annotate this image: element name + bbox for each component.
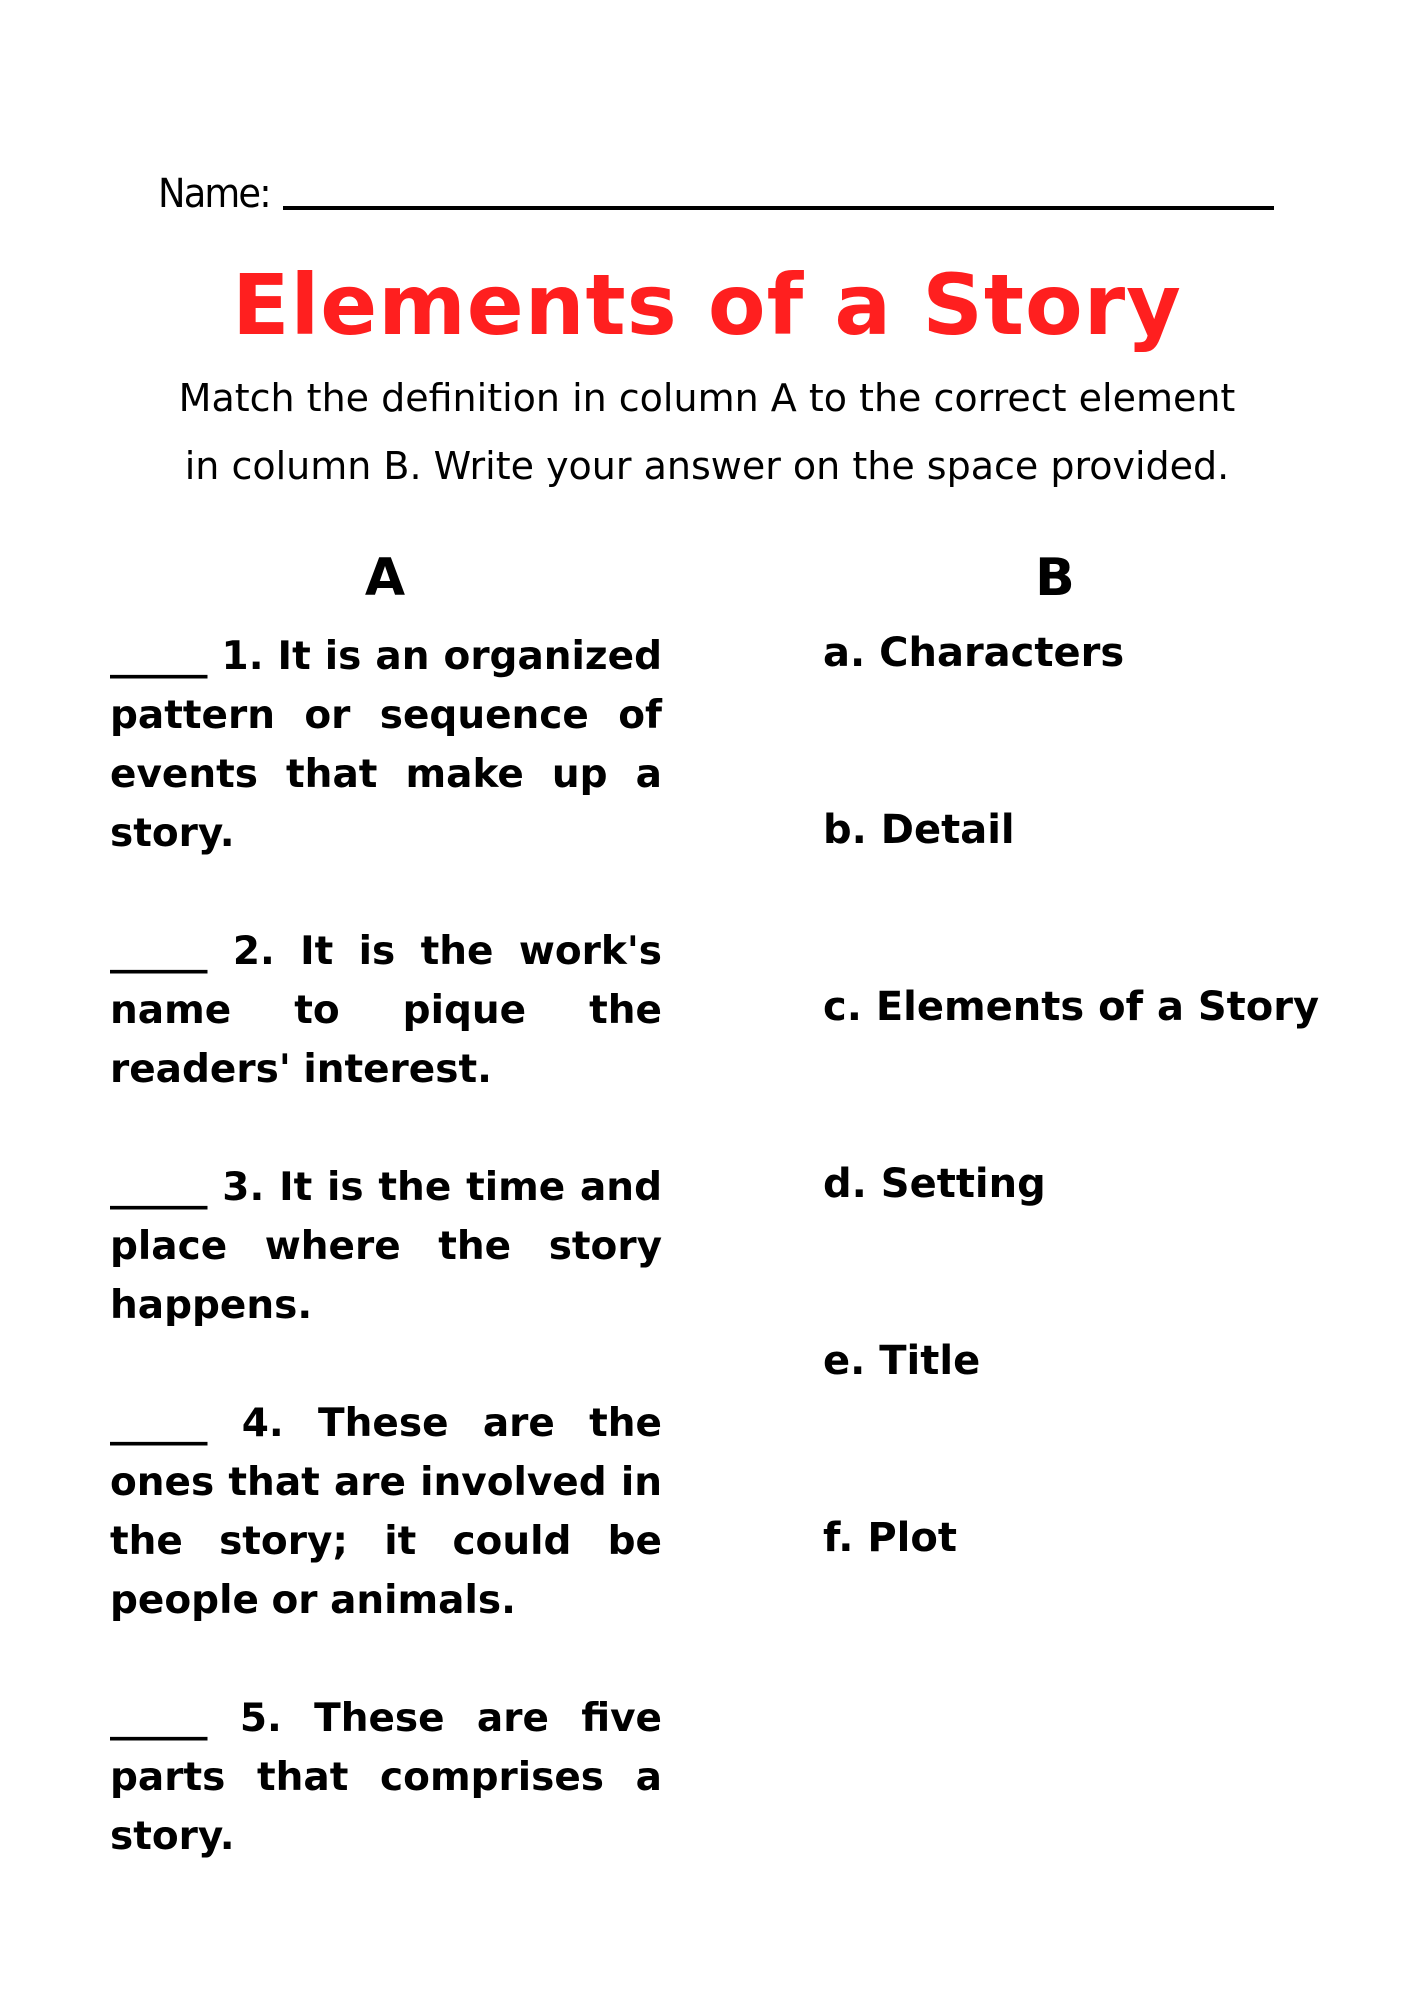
question-2[interactable]: _____ 2. It is the work's name to pique the readers' interest. (110, 929, 662, 1092)
name-label: Name: (158, 171, 270, 217)
column-a-header: A (364, 548, 406, 608)
instructions (0, 364, 1414, 500)
choice-c: c. Elements of a Story (823, 984, 1320, 1030)
question-4[interactable]: _____ 4. These are the ones that are involved in the story; it could be people or animals. (110, 1401, 662, 1623)
choice-b: b. Detail (823, 807, 1015, 853)
name-write-line[interactable] (283, 206, 1274, 210)
question-3[interactable]: _____ 3. It is the time and place where the story happens. (110, 1165, 662, 1328)
column-b-header: B (1035, 548, 1075, 608)
choice-e: e. Title (823, 1338, 981, 1384)
instructions-line-2: in column B. Write your answer on the space provided. (184, 444, 1230, 488)
worksheet-title: Elements of a Story (232, 256, 1182, 354)
choice-d: d. Setting (823, 1161, 1046, 1207)
instructions-line-1: Match the definition in column A to the correct element (178, 376, 1236, 420)
choice-a: a. Characters (823, 630, 1125, 676)
choice-f: f. Plot (823, 1515, 957, 1561)
name-field[interactable] (158, 168, 1274, 218)
question-1[interactable]: _____ 1. It is an organized pattern or sequence of events that make up a story. (110, 634, 662, 856)
column-b-choices (823, 624, 1383, 1686)
column-a-questions (110, 627, 662, 1925)
question-5[interactable]: _____ 5. These are five parts that comprises a story. (110, 1696, 662, 1859)
